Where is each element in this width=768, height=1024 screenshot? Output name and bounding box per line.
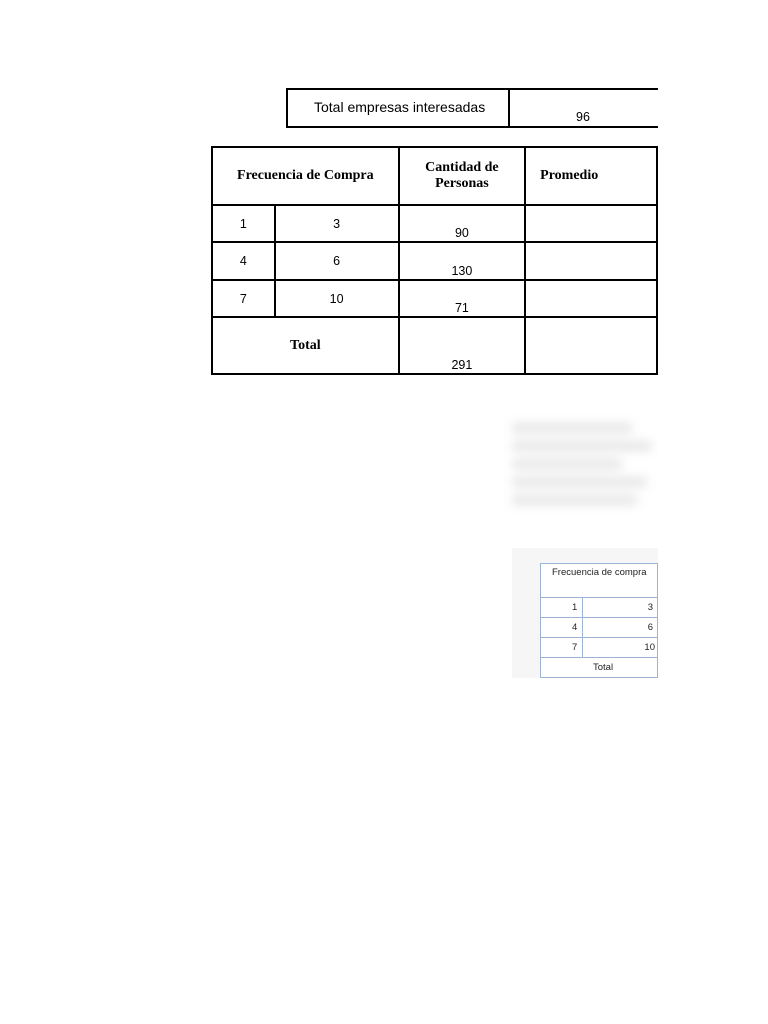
mini-desde: 7 [541, 638, 583, 658]
row-promedio [525, 205, 657, 242]
row-desde: 1 [212, 205, 275, 242]
row-cantidad: 71 [399, 280, 525, 317]
row-desde: 4 [212, 242, 275, 280]
mini-total-label: Total [541, 658, 658, 678]
header-frecuencia: Frecuencia de Compra [212, 147, 399, 205]
summary-box [286, 88, 658, 128]
row-hasta: 6 [275, 242, 399, 280]
mini-hasta: 10 [583, 638, 658, 658]
row-hasta: 3 [275, 205, 399, 242]
mini-row [541, 598, 658, 618]
total-promedio [525, 317, 657, 374]
mini-desde: 4 [541, 618, 583, 638]
row-promedio [525, 242, 657, 280]
summary-label: Total empresas interesadas [288, 90, 510, 126]
embedded-frequency-table [540, 563, 658, 678]
row-cantidad: 130 [399, 242, 525, 280]
mini-header: Frecuencia de compra [541, 564, 658, 598]
mini-row [541, 618, 658, 638]
total-label: Total [212, 317, 399, 374]
table-row [212, 242, 657, 280]
mini-hasta: 3 [583, 598, 658, 618]
header-cantidad: Cantidad de Personas [399, 147, 525, 205]
table-row [212, 280, 657, 317]
mini-desde: 1 [541, 598, 583, 618]
summary-value: 96 [576, 110, 590, 124]
table-header-row [212, 147, 657, 205]
row-cantidad: 90 [399, 205, 525, 242]
header-promedio: Promedio [525, 147, 657, 205]
row-desde: 7 [212, 280, 275, 317]
mini-hasta: 6 [583, 618, 658, 638]
row-promedio [525, 280, 657, 317]
mini-row [541, 638, 658, 658]
frequency-table [211, 146, 658, 375]
table-total-row [212, 317, 657, 374]
row-hasta: 10 [275, 280, 399, 317]
blurred-region [512, 415, 658, 545]
total-cantidad: 291 [399, 317, 525, 374]
table-row [212, 205, 657, 242]
